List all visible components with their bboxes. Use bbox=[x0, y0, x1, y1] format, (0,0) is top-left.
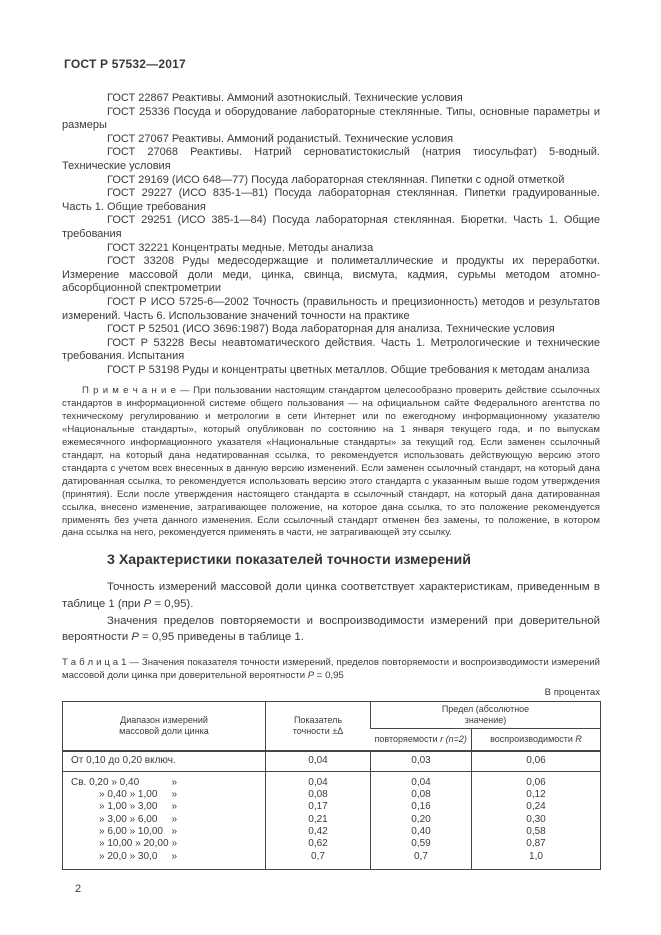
precision-table bbox=[62, 701, 601, 870]
reference-item: ГОСТ 29227 (ИСО 835-1—81) Посуда лабораторная стеклянная. Пипетки градуированные. Часть 1. Общие требования bbox=[62, 187, 600, 213]
header-accuracy: Показатель точности ±Δ bbox=[266, 701, 371, 751]
table-row: » 20,0 » 30,0 » 0,7 0,7 1,0 bbox=[63, 851, 601, 870]
ditto-mark: » bbox=[171, 813, 177, 825]
ditto-mark: » bbox=[171, 789, 177, 801]
note-text: — При пользовании настоящим стандартом целесообразно проверить действие ссылочных стандартов в информационной системе общего пользования — на официальном сайте Федерального агентства по техническому регулированию и метрологии в сети Интернет или по ежегодному информационному указателю «Национальные стандарты», который опубликован по состоянию на 1 января текущего года, и по выпускам ежемесячного информационного указателя «Национальные стандарты» за текущий год. Если заменен ссылочный стандарт, на который дана недатированная ссылка, то рекомендуется использовать действующую версию этого стандарта с учетом всех внесенных в данную версию изменений. Если заменен ссылочный стандарт, на который дана датированная ссылка, то рекомендуется использовать версию этого стандарта с указанным выше годом утверждения (принятия). Если после утверждения настоящего стандарта в ссылочный стандарт, на который дана датированная ссылка, внесено изменение, затрагивающее положение, на которое дана ссылка, то это положение рекомендуется применять без учета данного изменения. Если ссылочный стандарт отменен без замены, то положение, в котором дана ссылка на него, рекомендуется применять в части, не затрагивающей эту ссылку. bbox=[62, 385, 600, 539]
table-caption: Т а б л и ц а 1 — Значения показателя точности измерений, пределов повторяемости и воспроизводимости измерений массовой доли цинка при доверительной вероятности P = 0,95 bbox=[62, 656, 600, 682]
ditto-mark: » bbox=[171, 850, 177, 862]
header-limit-group: Предел (абсолютное значение) bbox=[371, 701, 601, 728]
table-row: » 10,00 » 20,00 » 0,62 0,59 0,87 bbox=[63, 838, 601, 850]
reference-item: ГОСТ 22867 Реактивы. Аммоний азотнокислый. Технические условия bbox=[107, 92, 463, 104]
reference-item: ГОСТ 29251 (ИСО 385-1—84) Посуда лабораторная стеклянная. Бюретки. Часть 1. Общие требования bbox=[62, 214, 600, 240]
table-row: Св. 0,20 » 0,40 » 0,04 0,04 0,06 bbox=[63, 771, 601, 789]
table-header-row bbox=[63, 701, 601, 728]
reference-item: ГОСТ 33208 Руды медесодержащие и полиметаллические и продукты их переработки. Измерение массовой доли меди, цинка, свинца, висмута, кадмия, сурьмы методом атомно-абсорбционной спектрометрии bbox=[62, 255, 600, 295]
reference-item: ГОСТ Р 52501 (ИСО 3696:1987) Вода лабораторная для анализа. Технические условия bbox=[107, 323, 555, 336]
ditto-mark: » bbox=[171, 838, 177, 850]
reference-item: ГОСТ 32221 Концентраты медные. Методы анализа bbox=[107, 241, 374, 254]
reference-item: ГОСТ Р 53228 Весы неавтоматического действия. Часть 1. Метрологические и технические требования. Испытания bbox=[62, 336, 600, 363]
table-row: » 1,00 » 3,00 » 0,17 0,16 0,24 bbox=[63, 801, 601, 813]
reference-item: ГОСТ 29169 (ИСО 648—77) Посуда лабораторная стеклянная. Пипетки с одной отметкой bbox=[107, 173, 565, 186]
reference-item: ГОСТ 27068 Реактивы. Натрий серноватистокислый (натрия тиосульфат) 5-водный. Технические условия bbox=[62, 146, 600, 172]
ditto-mark: » bbox=[171, 776, 177, 788]
header-range: Диапазон измерений массовой доли цинка bbox=[63, 701, 266, 751]
section-heading: 3 Характеристики показателей точности измерений bbox=[107, 552, 472, 569]
reference-item: ГОСТ Р ИСО 5725-6—2002 Точность (правильность и прецизионность) методов и результатов измерений. Часть 6. Использование значений точности на практике bbox=[62, 295, 600, 322]
reference-item: ГОСТ 27067 Реактивы. Аммоний роданистый. Технические условия bbox=[107, 132, 454, 145]
reference-item: ГОСТ Р 53198 Руды и концентраты цветных металлов. Общие требования к методам анализа bbox=[107, 363, 590, 376]
table-row: » 3,00 » 6,00 » 0,21 0,20 0,30 bbox=[63, 814, 601, 826]
note-paragraph bbox=[62, 385, 600, 540]
table-row: От 0,10 до 0,20 включ. 0,04 0,03 0,06 bbox=[63, 751, 601, 772]
page-number: 2 bbox=[75, 882, 82, 895]
paragraph: Значения пределов повторяемости и воспроизводимости измерений при доверительной вероятности P = 0,95 приведены в таблице 1. bbox=[62, 614, 600, 644]
header-repeatability: повторяемости r (n=2) bbox=[371, 728, 472, 751]
table-row: » 6,00 » 10,00 » 0,42 0,40 0,58 bbox=[63, 826, 601, 838]
references-list bbox=[62, 92, 600, 377]
paragraph: Точность измерений массовой доли цинка соответствует характеристикам, приведенным в таблице 1 (при P = 0,95). bbox=[62, 581, 600, 610]
table-row: » 0,40 » 1,00 » 0,08 0,08 0,12 bbox=[63, 789, 601, 801]
ditto-mark: » bbox=[171, 801, 177, 813]
note-label: П р и м е ч а н и е bbox=[82, 385, 177, 397]
ditto-mark: » bbox=[171, 825, 177, 837]
doc-header: ГОСТ Р 57532—2017 bbox=[64, 57, 186, 71]
reference-item: ГОСТ 25336 Посуда и оборудование лабораторные стеклянные. Типы, основные параметры и размеры bbox=[62, 105, 600, 132]
units-note: В процентах bbox=[544, 686, 600, 698]
header-reproducibility: воспроизводимости R bbox=[472, 728, 601, 751]
